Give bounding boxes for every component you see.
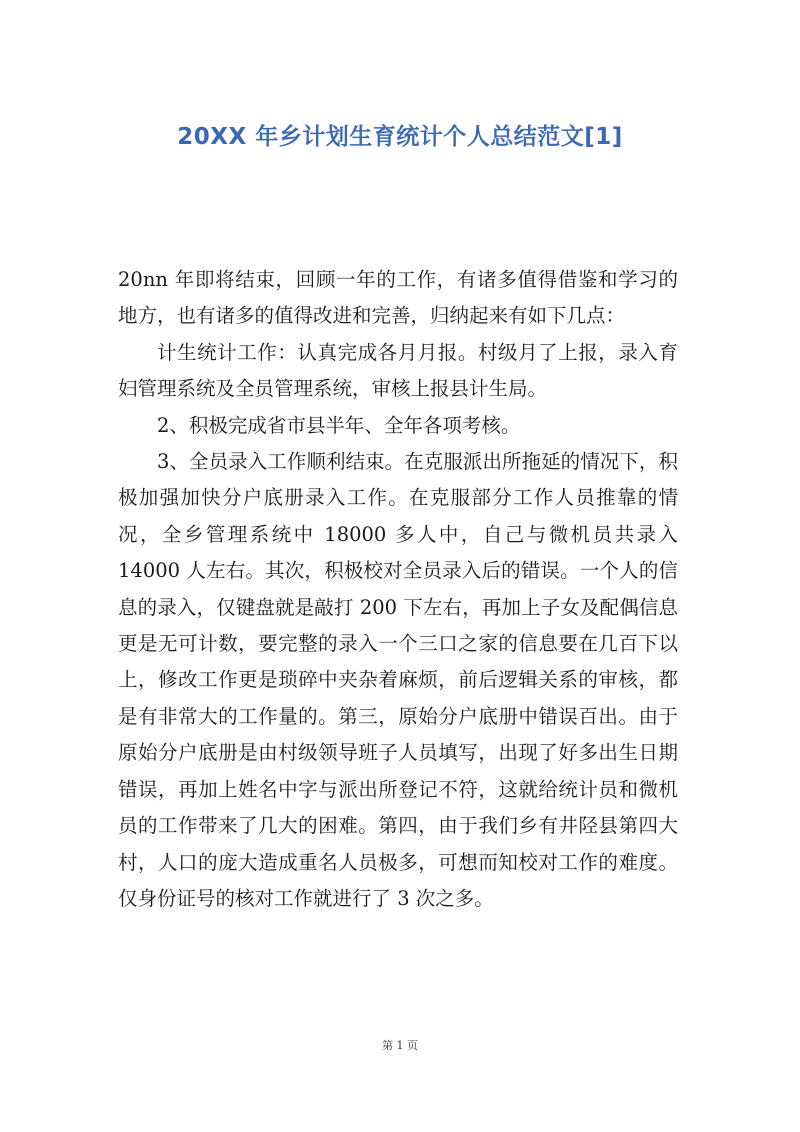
document-title: 20XX 年乡计划生育统计个人总结范文[1]: [177, 124, 623, 150]
paragraph-statistics-work: 计生统计工作：认真完成各月月报。村级月了上报，录入育妇管理系统及全员管理系统，审核上报县计生局。: [118, 340, 678, 401]
paragraph-assessment: 2、积极完成省市县半年、全年各项考核。: [157, 413, 521, 437]
paragraph-data-entry: 3、全员录入工作顺利结束。在克服派出所拖延的情况下，积极加强加快分户底册录入工作。在克服部分工作人员推靠的情况，全乡管理系统中 18000 多人中，自己与微机员共录入 14000 人左右。其次，积极校对全员录入后的错误。一个人的信息的录入，仅键盘就是敲打 200 下左右，再加上子女及配偶信息更是无可计数，要完整的录入一个三口之家的信息要在几百下以上，修改工作更是琐碎中夹杂着麻烦，前后逻辑关系的审核，都是有非常大的工作量的。第三，原始分户底册中错误百出。由于原始分户底册是由村级领导班子人员填写，出现了好多出生日期错误，再加上姓名中字与派出所登记不符，这就给统计员和微机员的工作带来了几大的困难。第四，由于我们乡有井陉县第四大村，人口的庞大造成重名人员极多，可想而知校对工作的难度。仅身份证号的核对工作就进行了 3 次之多。: [118, 450, 678, 910]
page-number: 第 1 页: [382, 1039, 418, 1052]
document-body: [118, 262, 678, 917]
paragraph-intro: 20nn 年即将结束，回顾一年的工作，有诸多值得借鉴和学习的地方，也有诸多的值得改进和完善，归纳起来有如下几点：: [118, 268, 678, 328]
